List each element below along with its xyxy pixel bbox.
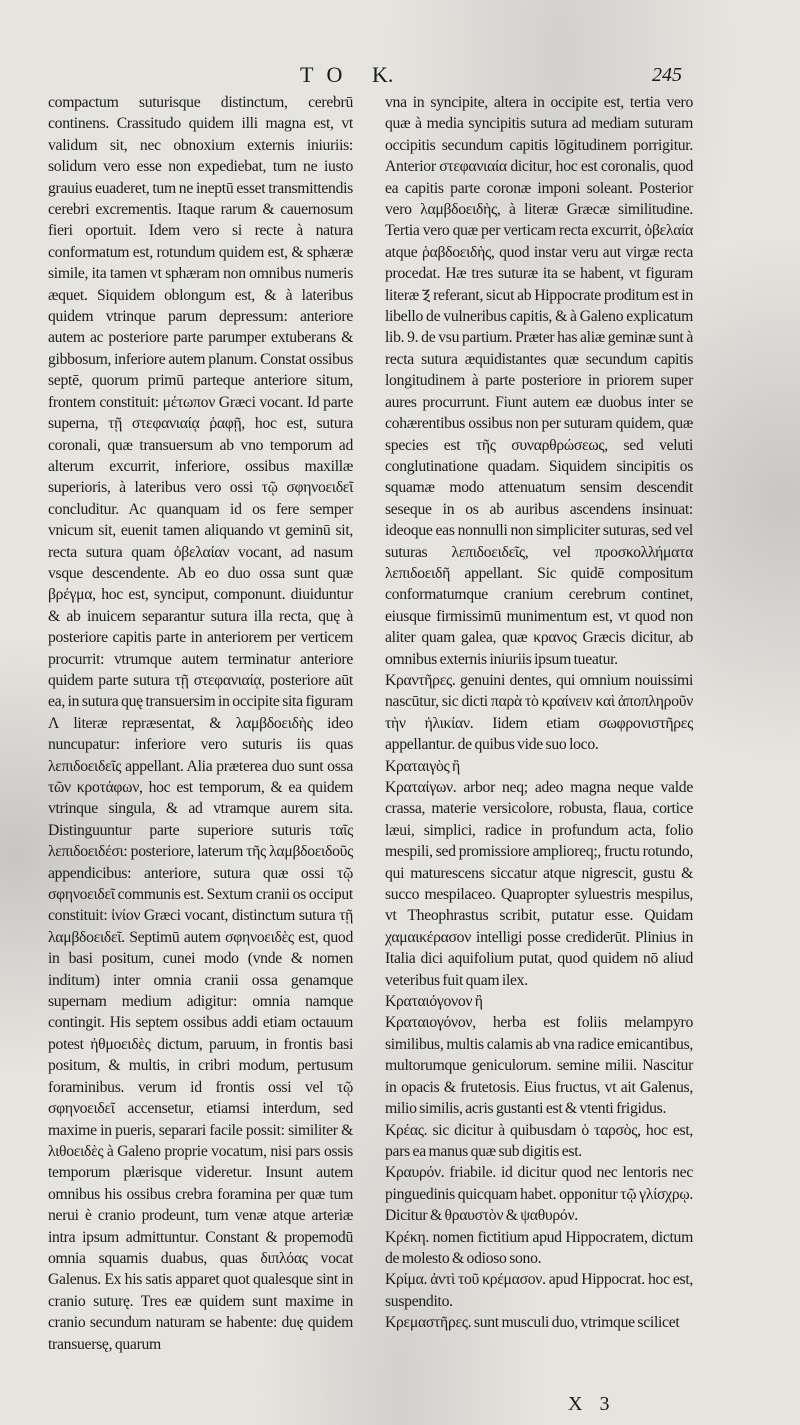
entry-krataiogonon-alt: Κραταιόγονον ἢ [385, 993, 483, 1011]
header-right: K. [372, 62, 394, 87]
right-column [385, 92, 693, 1334]
entry-krataigos: Κραταιγὸς ἢ [385, 757, 460, 775]
signature-mark: X 3 [568, 1393, 616, 1415]
right-column-intro: vna in syncipite, altera in occipite est, tertia vero quæ à media syncipitis sutura ad mediam suturam occipitis secundum capitis lōgitudinem porrigitur. Anterior στεφανιαία dicitur, hoc est coronalis, quod ea capitis parte coronæ imponi soleant. Posterior vero λαμβδοειδὴς, à literæ Græcæ similitudine. Tertia vero quæ per verticam recta excurrit, ὀβελαία atque ῥαβδοειδὴς, quod instar veru aut virgæ recta procedat. Hæ tres suturæ ita se habent, vt figuram literæ Ⲝ referant, sicut ab Hippocrate proditum est in libello de vulneribus capitis, & à Galeno explicatum lib. 9. de vsu partium. Præter has aliæ geminæ sunt à recta sutura æquidistantes quæ secundum capitis longitudinem à parte posteriore in priorem super aures procurrunt. Fiunt autem eæ duobus inter se cohærentibus ossibus non per suturam quidem, quæ species est τῆς συναρθρώσεως, sed veluti conglutinatione quadam. Siquidem sincipitis os squamæ modo attenuatum sensim descendit seseque in os ab auribus ascendens insinuat: ideoque eas nonnulli non simpliciter suturas, sed vel suturas λεπιδοειδεῖς, vel προσκολλήματα λεπιδοειδῆ appellant. Sic quidē compositum conformatumque cranium cerebrum continet, eiusque firmissimū munimentum est, vt quod non aliter quam galea, quæ κρανος Græcis dicitur, ab omnibus externis iniuriis ipsum tueatur. [385, 94, 693, 668]
entry-krataigon: Κραταίγων. arbor neq; adeo magna neque valde crassa, materie versicolore, robusta, flaua, cortice læui, simplici, radice in profundum acta, folio mespili, sed promissiore amplioreq;, fructu rotundo, qui maturescens siccatur atque nigrescit, gustu & succo mespilaceo. Quapropter syluestris mespilus, vt Theophrastus scribit, putatur esse. Quidam χαμαικέρασον intelligi posse crediderūt. Plinius in Italia dici aquifolium putat, quod quidem nō aliud veteribus fuit quam ilex. [385, 779, 693, 989]
entry-kreke: Κρέκη. nomen fictitium apud Hippocratem, dictum de molesto & odioso sono. [385, 1228, 693, 1267]
entry-kreas: Κρέας. sic dicitur à quibusdam ὁ ταρσὸς, hoc est, pars ea manus quæ sub digitis est. [385, 1121, 693, 1160]
entry-krima: Κρίμα. ἀντὶ τοῦ κρέμασον. apud Hippocrat. hoc est, suspendito. [385, 1271, 693, 1310]
left-column [48, 92, 353, 1355]
entry-krauron: Κραυρόν. friabile. id dicitur quod nec lentoris nec pinguedinis quicquam habet. opponitur τῷ γλίσχρῳ. Dicitur & θραυστὸν & ψαθυρόν. [385, 1164, 693, 1225]
header-left: T O [300, 62, 347, 87]
entry-kremasteres: Κρεμαστῆρες. sunt musculi duo, vtrimque scilicet [385, 1314, 680, 1332]
running-header [0, 62, 800, 92]
entry-krataiogonon: Κραταιογόνον, herba est foliis melampyro similibus, multis calamis ab vna radice emicantibus, multorumque geniculorum. semine milii. Nascitur in opacis & frutetosis. Eius fructus, vt ait Galenus, milio similis, acris gustanti est & vtenti frigidus. [385, 1014, 693, 1118]
entry-krantheres: Κραντῆρες. genuini dentes, qui omnium nouissimi nascūtur, sic dicti παρὰ τὸ κραίνειν καὶ ἀποπληροῦν τὴν ἡλικίαν. Iidem etiam σωφρονιστῆρες appellantur. de quibus vide suo loco. [385, 671, 693, 754]
left-column-text: compactum suturisque distinctum, cerebrū continens. Crassitudo quidem illi magna est, vt validum sit, nec obnoxium externis iniuriis: solidum vero esse non expediebat, tum ne iusto grauius euaderet, tum ne ineptū esset transmittendis cerebri excrementis. Itaque rarum & cauernosum fieri oportuit. Idem vero si recte à natura conformatum est, rotundum quidem est, & sphæræ simile, ita tamen vt sphæram non omnibus numeris æquet. Siquidem oblongum est, & à lateribus quidem vtrinque parum depressum: anteriore autem ac posteriore parte parumper extuberans & gibbosum, inferiore autem planum. Constat ossibus septē, quorum primū parteque anteriore situm, frontem constituit: μέτωπον Græci vocant. Id parte superna, τῇ στεφανιαίᾳ ῥαφῇ, hoc est, sutura coronali, quæ transuersum ab vno temporum ad alterum excurrit, inferiore, ossibus maxillæ superioris, à lateribus vero ossi τῷ σφηνοειδεῖ concluditur. Ac quanquam id os fere semper vnicum sit, euenit tamen aliquando vt geminū sit, recta sutura quam ὀβελαίαν vocant, ad nasum vsque descendente. Ab eo duo ossa sunt quæ βρέγμα, hoc est, synciput, componunt. diuiduntur & ab inuicem separantur sutura illa recta, quę à posteriore capitis parte in anteriorem per verticem procurrit: vtrumque autem terminatur anteriore quidem parte sutura τῇ στεφανιαίᾳ, posteriore aūt ea, in sutura quę transuersim in occipite sita figuram Λ literæ repræsentat, & λαμβδοειδὴς ideo nuncupatur: inferiore vero suturis iis quas λεπιδοειδεῖς appellant. Alia præterea duo sunt ossa τῶν κροτάφων, hoc est temporum, & ea quidem vtrinque singula, & ad vtramque aurem sita. Distinguuntur parte superiore suturis ταῖς λεπιδοειδέσι: posteriore, laterum τῆς λαμβδοειδοῦς appendicibus: anteriore, sutura quæ ossi τῷ σφηνοειδεῖ communis est. Sextum cranii os occiput constituit: ἰνίον Græci vocant, distinctum sutura τῇ λαμβδοειδεῖ. Septimū autem σφηνοειδὲς est, quod in basi positum, cunei modo (vnde & nomen inditum) inter omnia cranii ossa genamque supernam medium adigitur: omnia namque contingit. His septem ossibus addi etiam octauum potest ἠθμοειδὲς dictum, paruum, in frontis basi positum, & multis, in cribri modum, pertusum foraminibus. verum id frontis ossi vel τῷ σφηνοειδεῖ accensetur, etiamsi interdum, sed maxime in pueris, separari facile possit: similiter & λιθοειδὲς à Galeno proprie vocatum, nisi pars ossis temporum plærisque videretur. Insunt autem omnibus his ossibus crebra foramina per quæ tum nerui è cranio prodeunt, tum venæ atque arteriæ intra ipsum admittuntur. Constant & propemodū omnia squamis duabus, quas διπλόας vocat Galenus. Ex his satis apparet quot qualesque sint in cranio suturę. Tres eæ quidem sunt maxime in cranio secundum naturam se habente: duę quidem transuersę, quarum [48, 94, 353, 1353]
page-number: 245 [652, 64, 682, 86]
